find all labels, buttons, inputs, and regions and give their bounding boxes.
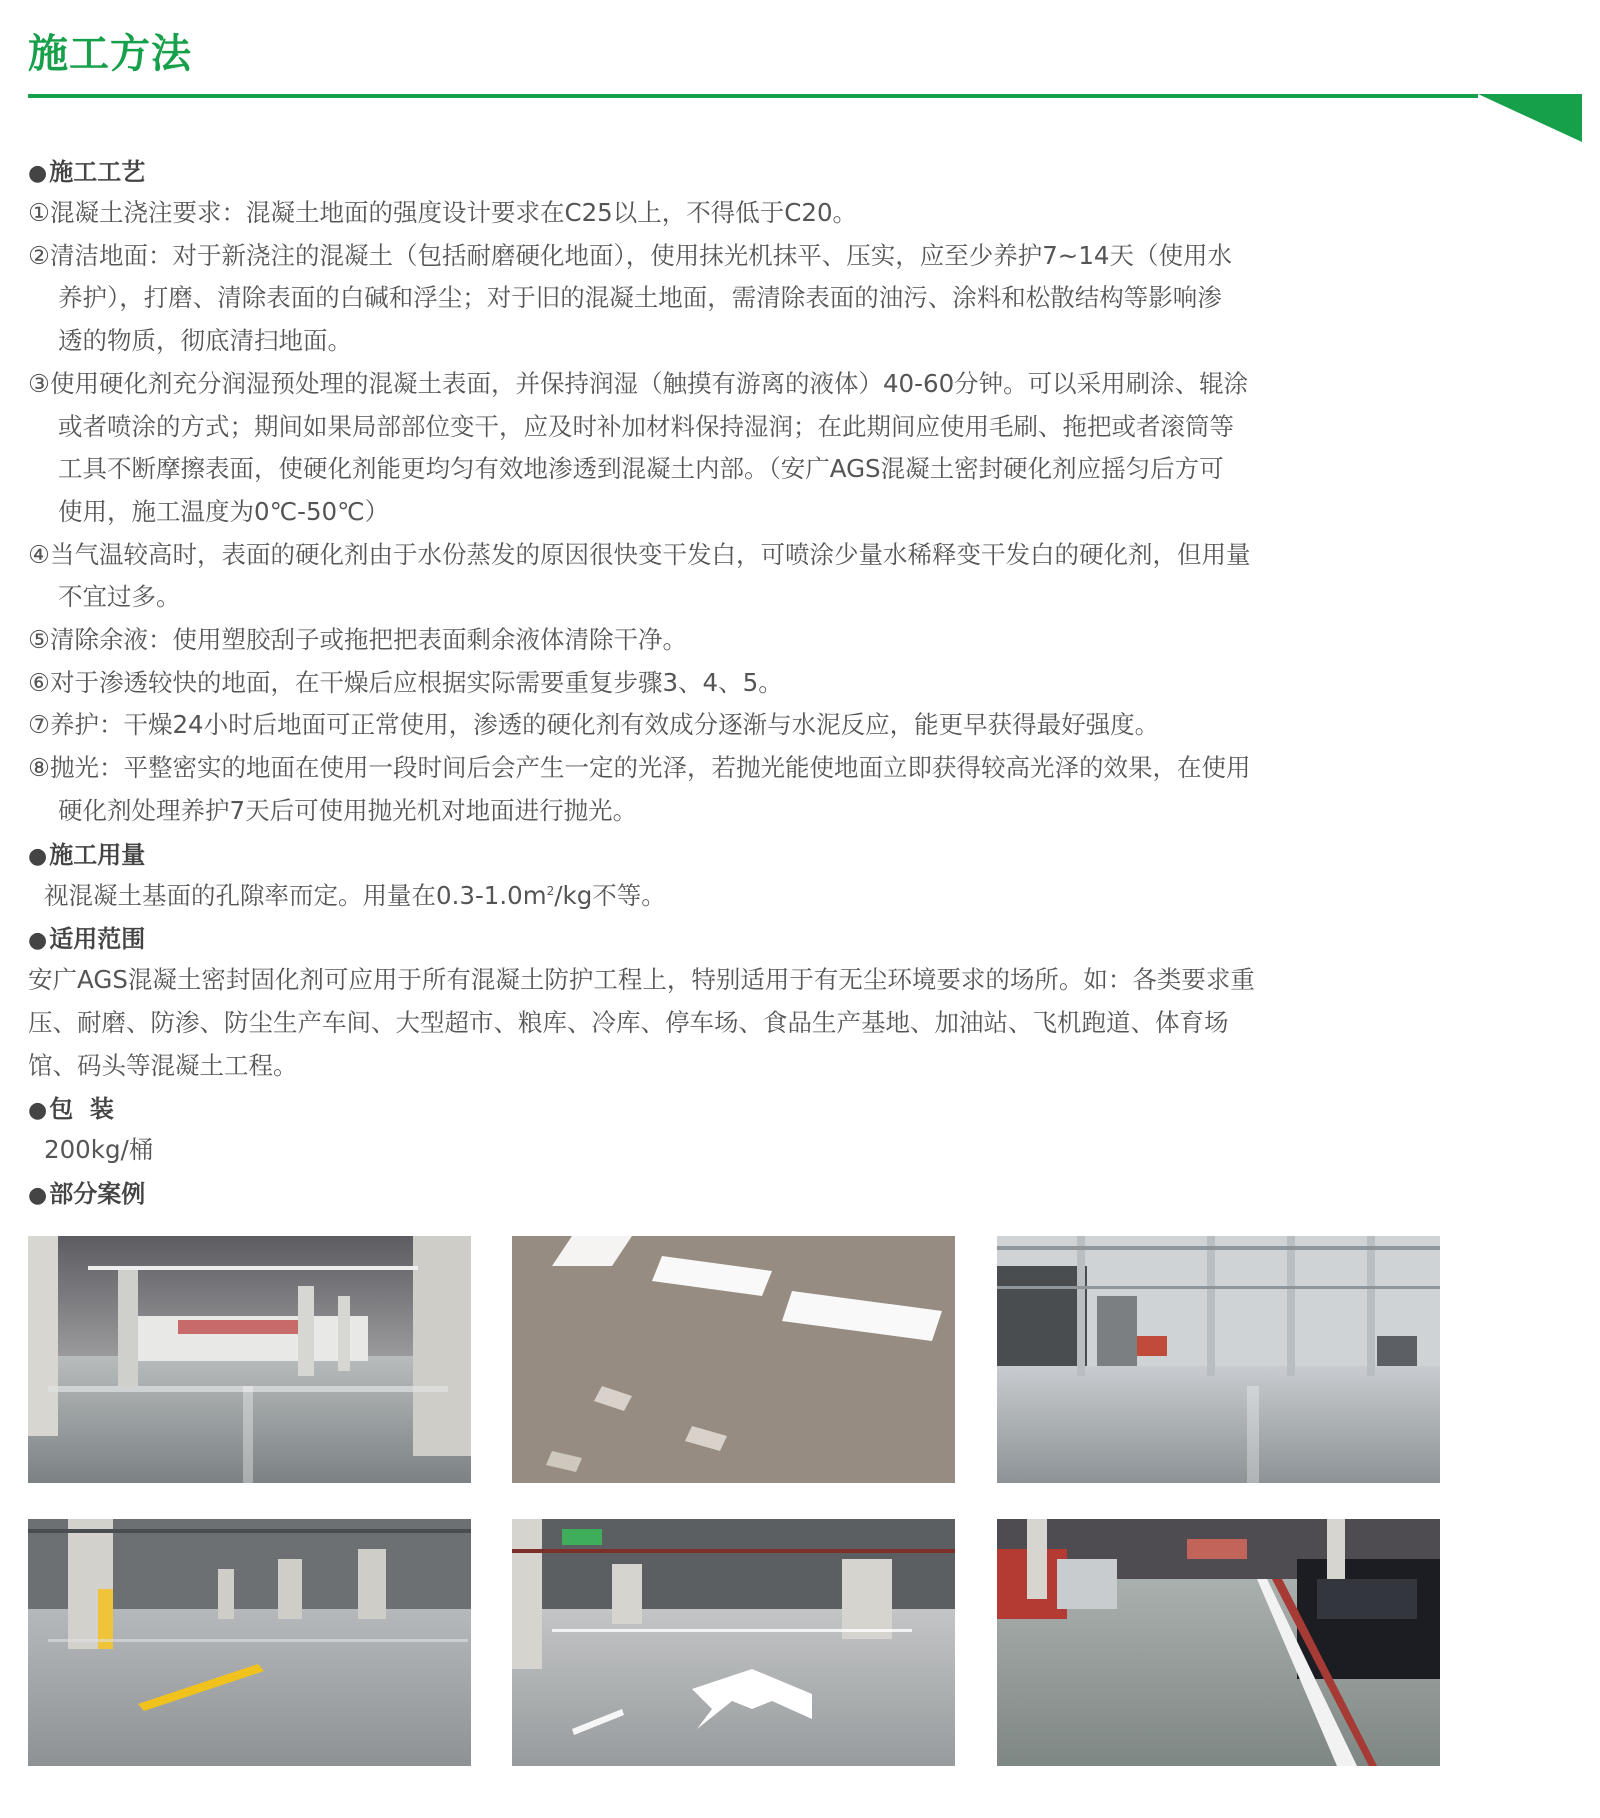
craft-step-line: ⑥对于渗透较快的地面，在干燥后应根据实际需要重复步骤3、4、5。 xyxy=(28,667,783,697)
case-photo-5 xyxy=(512,1519,955,1766)
craft-step-line: 使用，施工温度为0℃-50℃） xyxy=(58,496,390,526)
case-photo-1 xyxy=(28,1236,471,1483)
craft-step-line: ④当气温较高时，表面的硬化剂由于水份蒸发的原因很快变干发白，可喷涂少量水稀释变干发白的硬化剂，但用量 xyxy=(28,539,1251,569)
craft-step-line: ②清洁地面：对于新浇注的混凝土（包括耐磨硬化地面），使用抹光机抹平、压实，应至少养护7~14天（使用水 xyxy=(28,240,1233,270)
section-heading-usage: ●施工用量 xyxy=(28,840,146,869)
content xyxy=(28,150,1448,1214)
bullet-icon: ● xyxy=(28,1183,48,1209)
case-photo-4 xyxy=(28,1519,471,1766)
craft-step-line: 不宜过多。 xyxy=(58,582,181,612)
bullet-icon: ● xyxy=(28,928,48,954)
craft-step-7 xyxy=(28,704,1448,747)
craft-step-6 xyxy=(28,662,1448,705)
craft-step-1 xyxy=(28,192,1448,235)
section-heading-craft: ●施工工艺 xyxy=(28,158,146,186)
bullet-icon: ● xyxy=(28,843,48,869)
section-heading-scope: ●适用范围 xyxy=(28,925,146,954)
case-photo-2 xyxy=(512,1236,955,1483)
craft-step-line: 养护），打磨、清除表面的白碱和浮尘；对于旧的混凝土地面，需清除表面的油污、涂料和松散结构等影响渗 xyxy=(58,283,1222,313)
craft-step-line: ③使用硬化剂充分润湿预处理的混凝土表面，并保持润湿（触摸有游离的液体）40-60分钟。可以采用刷涂、辊涂 xyxy=(28,368,1249,398)
craft-step-4 xyxy=(28,534,1448,619)
craft-step-5 xyxy=(28,619,1448,662)
case-photo-6 xyxy=(997,1519,1440,1766)
craft-step-line: ⑦养护：干燥24小时后地面可正常使用，渗透的硬化剂有效成分逐渐与水泥反应，能更早获得最好强度。 xyxy=(28,710,1160,740)
craft-step-line: 或者喷涂的方式；期间如果局部部位变干，应及时补加材料保持湿润；在此期间应使用毛刷、拖把或者滚筒等 xyxy=(58,411,1234,441)
craft-step-line: ⑧抛光：平整密实的地面在使用一段时间后会产生一定的光泽，若抛光能使地面立即获得较高光泽的效果，在使用 xyxy=(28,753,1251,783)
case-photo-3 xyxy=(997,1236,1440,1483)
scope-text: 安广AGS混凝土密封固化剂可应用于所有混凝土防护工程上，特别适用于有无尘环境要求的场所。如：各类要求重 压、耐磨、防渗、防尘生产车间、大型超市、粮库、冷库、停车场、食品生产基地、加油站、飞机跑道、体育场 馆、码头等混凝土工程。 xyxy=(28,965,1255,1080)
packaging-text: 200kg/桶 xyxy=(44,1135,154,1165)
bullet-icon: ● xyxy=(28,161,48,186)
craft-step-2 xyxy=(28,235,1448,363)
craft-step-line: ①混凝土浇注要求：混凝土地面的强度设计要求在C25以上，不得低于C20。 xyxy=(28,198,858,227)
case-photo-gallery xyxy=(28,1236,1440,1776)
craft-step-line: 透的物质，彻底清扫地面。 xyxy=(58,326,352,356)
craft-step-line: 硬化剂处理养护7天后可使用抛光机对地面进行抛光。 xyxy=(58,795,638,825)
title-rule xyxy=(28,94,1478,98)
title-corner-decoration xyxy=(1478,94,1582,142)
craft-step-line: ⑤清除余液：使用塑胶刮子或拖把把表面剩余液体清除干净。 xyxy=(28,625,687,655)
craft-steps xyxy=(28,192,1448,833)
usage-text: 视混凝土基面的孔隙率而定。用量在$0.3-1.0m^2/kg$不等。 xyxy=(44,880,666,910)
craft-step-8 xyxy=(28,747,1448,832)
section-heading-cases: ●部分案例 xyxy=(28,1180,146,1209)
page-title: 施工方法 xyxy=(28,31,192,77)
section-heading-packaging: ●包 装 xyxy=(28,1095,114,1124)
craft-step-3 xyxy=(28,363,1448,534)
bullet-icon: ● xyxy=(28,1098,48,1124)
craft-step-line: 工具不断摩擦表面，使硬化剂能更均匀有效地渗透到混凝土内部。（安广AGS混凝土密封硬化剂应摇匀后方可 xyxy=(58,454,1224,484)
